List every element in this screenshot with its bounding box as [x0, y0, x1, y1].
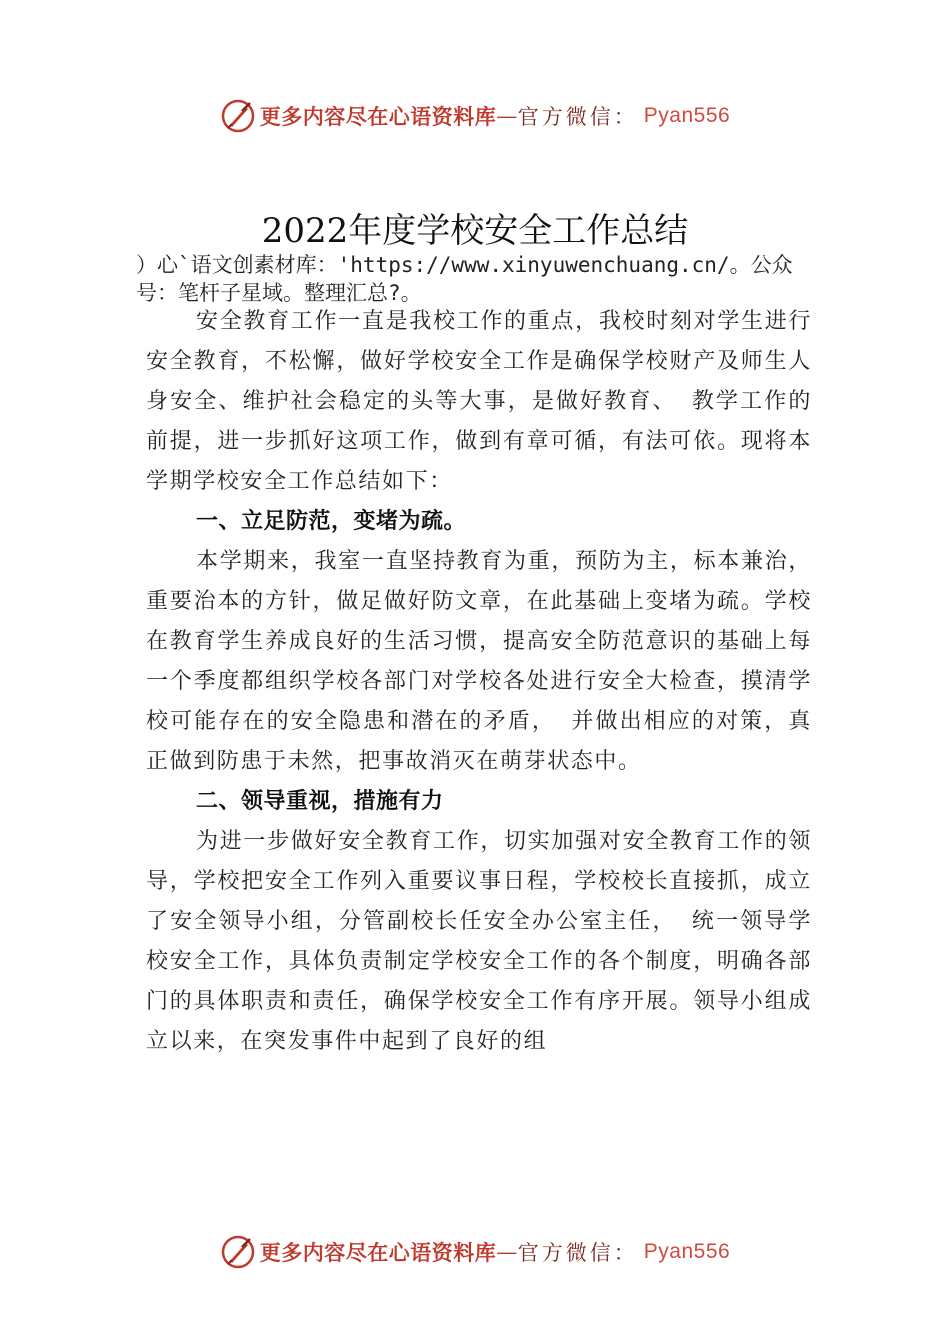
banner-dash: —	[496, 104, 518, 128]
section-heading-2: 二、领导重视，措施有力	[196, 789, 444, 814]
paragraph-section-2: 为进一步做好安全教育工作，切实加强对安全教育工作的领导，学校把安全工作列入重要议事日程，学校校长直接抓，成立了安全领导小组，分管副校长任安全办公室主任， 统一领导学校安全工作，具体负责制定学校安全工作的各个制度，明确各部门的具体职责和责任，确保学校安全工作有序开展。领导小组成立以来，在突发事件中起到了良好的组	[146, 829, 813, 1054]
header-banner	[0, 96, 950, 136]
quill-pen-logo-icon	[220, 98, 256, 134]
paragraph-section-1: 本学期来，我室一直坚持教育为重，预防为主，标本兼治，重要治本的方针，做足做好防文章，在此基础上变堵为疏。学校在教育学生养成良好的生活习惯，提高安全防范意识的基础上每一个季度都组织学校各部门对学校各处进行安全大检查，摸清学校可能存在的安全隐患和潜在的矛盾， 并做出相应的对策，真正做到防患于未然，把事故消灭在萌芽状态中。	[146, 549, 812, 774]
document-body	[146, 302, 812, 1062]
banner-wechat-label: 官方微信：	[517, 1241, 638, 1265]
banner-dash: —	[496, 1240, 518, 1264]
quill-pen-logo-icon	[220, 1234, 256, 1270]
paragraph-intro: 安全教育工作一直是我校工作的重点，我校时刻对学生进行安全教育，不松懈，做好学校安全工作是确保学校财产及师生人身安全、维护社会稳定的头等大事，是做好教育、 教学工作的前提，进一步抓好这项工作，做到有章可循，有法可依。现将本学期学校安全工作总结如下：	[146, 309, 813, 494]
banner-wechat-label: 官方微信：	[517, 105, 638, 129]
banner-site-name: 更多内容尽在心语资料库	[259, 1240, 497, 1265]
document-title: 2022年度学校安全工作总结	[261, 211, 689, 251]
source-line: ）心`语文创素材库：'https://www.xinyuwenchuang.cn/。公众号：笔杆子星域。整理汇总?。	[136, 253, 793, 305]
banner-wechat-id: Pyan556	[643, 1240, 731, 1263]
footer-banner	[0, 1232, 950, 1272]
banner-site-name: 更多内容尽在心语资料库	[259, 104, 497, 129]
banner-wechat-id: Pyan556	[643, 104, 731, 127]
section-heading-1: 一、立足防范，变堵为疏。	[196, 509, 467, 534]
